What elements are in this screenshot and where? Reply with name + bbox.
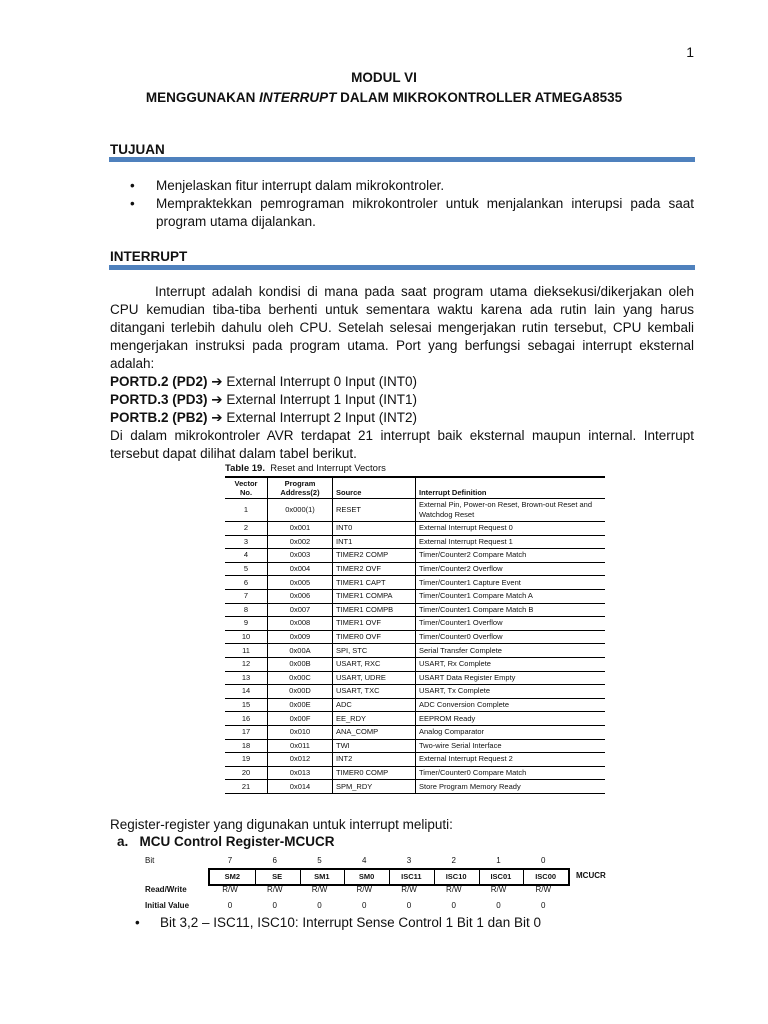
bit-name: SE [255, 870, 301, 884]
bit-rw: R/W [356, 885, 373, 894]
cell-definition: Timer/Counter1 Compare Match B [416, 603, 606, 617]
cell-source: TIMER0 OVF [333, 630, 416, 644]
list-item [110, 195, 694, 231]
cell-vector: 12 [225, 657, 268, 671]
list-item-text: Menjelaskan fitur interrupt dalam mikrokontroler. [156, 178, 445, 193]
table-row [225, 671, 605, 685]
bit-rw: R/W [311, 885, 328, 894]
bit-name: ISC01 [479, 870, 525, 884]
table-body [225, 499, 605, 794]
cell-vector: 14 [225, 685, 268, 699]
port-name: PORTD.2 (PD2) [110, 374, 208, 389]
cell-vector: 7 [225, 589, 268, 603]
cell-source: INT0 [333, 522, 416, 536]
cell-address: 0x009 [268, 630, 333, 644]
module-title: MODUL VI [351, 70, 417, 85]
subtitle-post: DALAM MIKROKONTROLLER ATMEGA8535 [336, 90, 623, 105]
cell-source: USART, UDRE [333, 671, 416, 685]
arrow-icon: ➔ [211, 410, 223, 425]
port-desc: External Interrupt 0 Input (INT0) [226, 374, 417, 389]
col-header-source: Source [333, 477, 416, 499]
bit-rw: R/W [535, 885, 552, 894]
cell-definition: External Interrupt Request 1 [416, 535, 606, 549]
table-header-row [225, 477, 605, 499]
table-row [225, 522, 605, 536]
bullet-icon: • [130, 178, 135, 193]
bit-number: 0 [541, 856, 546, 865]
bit-init: 0 [272, 901, 277, 910]
cell-source: TIMER2 OVF [333, 562, 416, 576]
bit-rw: R/W [222, 885, 238, 894]
port-name: PORTD.3 (PD3) [110, 392, 208, 407]
cell-vector: 8 [225, 603, 268, 617]
table-row [225, 780, 605, 794]
bullet-icon: • [135, 915, 140, 930]
arrow-icon: ➔ [211, 392, 223, 407]
table-row [225, 617, 605, 631]
cell-definition: External Interrupt Request 2 [416, 753, 606, 767]
cell-definition: Timer/Counter1 Overflow [416, 617, 606, 631]
table-caption [225, 463, 386, 474]
subtitle-pre: MENGGUNAKAN [145, 90, 260, 105]
list-item [110, 177, 694, 195]
init-label: Initial Value [145, 901, 190, 910]
cell-source: INT1 [333, 535, 416, 549]
cell-source: SPI, STC [333, 644, 416, 658]
table-caption-text: Reset and Interrupt Vectors [270, 463, 386, 474]
bit-name: SM1 [300, 870, 346, 884]
table-row [225, 589, 605, 603]
cell-address: 0x007 [268, 603, 333, 617]
cell-source: EE_RDY [333, 712, 416, 726]
register-init-row [145, 901, 625, 913]
list-item-text: Mempraktekkan pemrograman mikrokontroler untuk menjalankan interupsi pada saat program utama dijalankan. [156, 196, 694, 229]
cell-vector: 9 [225, 617, 268, 631]
col-header-address: Program Address(2) [268, 477, 333, 499]
bit-init: 0 [362, 901, 367, 910]
table-row [225, 725, 605, 739]
bit-number: 1 [496, 856, 501, 865]
interrupt-vector-table [225, 476, 605, 794]
register-heading-letter: a. [117, 834, 129, 849]
cell-vector: 20 [225, 766, 268, 780]
cell-address: 0x000(1) [268, 499, 333, 522]
cell-source: INT2 [333, 753, 416, 767]
cell-source: SPM_RDY [333, 780, 416, 794]
cell-address: 0x006 [268, 589, 333, 603]
interrupt-count-paragraph: Di dalam mikrokontroler AVR terdapat 21 interrupt baik eksternal maupun internal. Interrupt tersebut dapat dilihat dalam tabel berikut. [110, 428, 694, 461]
bit-rw: R/W [445, 885, 462, 894]
bullet-icon: • [130, 196, 135, 211]
cell-source: TIMER1 COMPA [333, 589, 416, 603]
cell-address: 0x013 [268, 766, 333, 780]
cell-address: 0x00B [268, 657, 333, 671]
cell-vector: 3 [225, 535, 268, 549]
bit-init: 0 [406, 901, 412, 910]
page-number: 1 [686, 44, 694, 60]
cell-address: 0x00D [268, 685, 333, 699]
cell-address: 0x012 [268, 753, 333, 767]
cell-vector: 6 [225, 576, 268, 590]
cell-definition: Timer/Counter2 Compare Match [416, 549, 606, 563]
table-row [225, 576, 605, 590]
cell-definition: EEPROM Ready [416, 712, 606, 726]
arrow-icon: ➔ [211, 374, 223, 389]
bit-init: 0 [451, 901, 456, 910]
cell-source: TIMER0 COMP [333, 766, 416, 780]
col-header-vector: Vector No. [225, 477, 268, 499]
cell-address: 0x00F [268, 712, 333, 726]
cell-vector: 10 [225, 630, 268, 644]
cell-definition: Analog Comparator [416, 725, 606, 739]
cell-source: ANA_COMP [333, 725, 416, 739]
cell-address: 0x00E [268, 698, 333, 712]
cell-address: 0x008 [268, 617, 333, 631]
subtitle-italic: INTERRUPT [259, 90, 337, 105]
cell-source: USART, RXC [333, 657, 416, 671]
cell-address: 0x014 [268, 780, 333, 794]
interrupt-paragraph: Interrupt adalah kondisi di mana pada saat program utama dieksekusi/dikerjakan oleh CPU kemudian tiba-tiba berhenti untuk sementara waktu karena ada rutin lain yang harus ditangani terlebih dahulu oleh CPU. Setelah selesai mengerjakan rutin tersebut, CPU kembali mengerjakan instruksi pada program utama. Port yang berfungsi sebagai interrupt eksternal adalah: [110, 284, 694, 371]
cell-source: TIMER2 COMP [333, 549, 416, 563]
port-desc: External Interrupt 1 Input (INT1) [226, 392, 417, 407]
table-row [225, 499, 605, 522]
table-row [225, 603, 605, 617]
cell-definition: ADC Conversion Complete [416, 698, 606, 712]
cell-vector: 21 [225, 780, 268, 794]
cell-definition: External Pin, Power-on Reset, Brown-out Reset and Watchdog Reset [416, 499, 606, 522]
table-row [225, 766, 605, 780]
bit-init: 0 [227, 901, 233, 910]
bit-name: ISC11 [389, 870, 435, 884]
table-row [225, 535, 605, 549]
cell-source: ADC [333, 698, 416, 712]
cell-definition: External Interrupt Request 0 [416, 522, 606, 536]
cell-vector: 13 [225, 671, 268, 685]
cell-definition: Serial Transfer Complete [416, 644, 606, 658]
cell-definition: USART Data Register Empty [416, 671, 606, 685]
bit-name: SM2 [210, 870, 256, 884]
cell-definition: USART, Tx Complete [416, 685, 606, 699]
cell-definition: Two-wire Serial Interface [416, 739, 606, 753]
list-item-text: Bit 3,2 – ISC11, ISC10: Interrupt Sense Control 1 Bit 1 dan Bit 0 [160, 915, 541, 930]
bit-rw: R/W [266, 885, 283, 894]
cell-vector: 2 [225, 522, 268, 536]
table-row [225, 630, 605, 644]
port-name: PORTB.2 (PB2) [110, 410, 208, 425]
cell-definition: Timer/Counter2 Overflow [416, 562, 606, 576]
cell-address: 0x001 [268, 522, 333, 536]
bit-label: Bit [145, 856, 155, 865]
cell-vector: 1 [225, 499, 268, 522]
section-rule-interrupt [109, 265, 695, 270]
bit-number: 6 [272, 856, 277, 865]
cell-address: 0x003 [268, 549, 333, 563]
table-row [225, 549, 605, 563]
cell-address: 0x00C [268, 671, 333, 685]
cell-source: RESET [333, 499, 416, 522]
cell-address: 0x010 [268, 725, 333, 739]
bit-rw: R/W [490, 885, 507, 894]
table-row [225, 698, 605, 712]
bit-init: 0 [496, 901, 501, 910]
bit-name: SM0 [344, 870, 390, 884]
table-row [225, 753, 605, 767]
port-line [110, 373, 417, 391]
cell-definition: USART, Rx Complete [416, 657, 606, 671]
section-rule-tujuan [109, 157, 695, 162]
cell-source: USART, TXC [333, 685, 416, 699]
cell-vector: 17 [225, 725, 268, 739]
cell-vector: 5 [225, 562, 268, 576]
table-caption-number: Table 19. [225, 463, 265, 474]
bit-init: 0 [317, 901, 322, 910]
bit-name: ISC10 [434, 870, 480, 884]
cell-definition: Timer/Counter0 Overflow [416, 630, 606, 644]
cell-address: 0x00A [268, 644, 333, 658]
cell-source: TIMER1 COMPB [333, 603, 416, 617]
bit-number: 5 [317, 856, 322, 865]
cell-address: 0x005 [268, 576, 333, 590]
port-line [110, 409, 417, 427]
register-name: MCUCR [576, 871, 606, 880]
cell-vector: 15 [225, 698, 268, 712]
table-row [225, 739, 605, 753]
cell-vector: 16 [225, 712, 268, 726]
tujuan-list [110, 177, 694, 231]
cell-address: 0x011 [268, 739, 333, 753]
table-row [225, 712, 605, 726]
cell-definition: Store Program Memory Ready [416, 780, 606, 794]
rw-label: Read/Write [145, 885, 187, 894]
bit-name: ISC00 [535, 872, 557, 881]
port-line [110, 391, 417, 409]
cell-vector: 19 [225, 753, 268, 767]
port-desc: External Interrupt 2 Input (INT2) [226, 410, 417, 425]
col-header-definition: Interrupt Definition [416, 477, 606, 499]
cell-vector: 11 [225, 644, 268, 658]
bit-number: 7 [227, 856, 233, 865]
cell-source: TIMER1 CAPT [333, 576, 416, 590]
bit-rw: R/W [401, 885, 417, 894]
cell-address: 0x002 [268, 535, 333, 549]
register-heading [117, 834, 335, 849]
table-row [225, 657, 605, 671]
table-row [225, 685, 605, 699]
bit-number: 3 [406, 856, 412, 865]
module-subtitle [0, 90, 768, 105]
cell-definition: Timer/Counter1 Compare Match A [416, 589, 606, 603]
cell-definition: Timer/Counter1 Capture Event [416, 576, 606, 590]
register-bit-names [208, 868, 570, 886]
cell-vector: 18 [225, 739, 268, 753]
cell-address: 0x004 [268, 562, 333, 576]
bit-number: 2 [451, 856, 456, 865]
register-intro: Register-register yang digunakan untuk interrupt meliputi: [110, 817, 453, 832]
table-row [225, 644, 605, 658]
bit-init: 0 [541, 901, 546, 910]
section-title-tujuan: TUJUAN [110, 142, 165, 157]
register-rw-row [145, 885, 625, 897]
cell-source: TIMER1 OVF [333, 617, 416, 631]
cell-source: TWI [333, 739, 416, 753]
bit-number: 4 [362, 856, 367, 865]
cell-definition: Timer/Counter0 Compare Match [416, 766, 606, 780]
section-title-interrupt: INTERRUPT [110, 249, 188, 264]
cell-vector: 4 [225, 549, 268, 563]
register-bit-number-row [145, 856, 625, 868]
table-row [225, 562, 605, 576]
register-heading-name: MCU Control Register-MCUCR [139, 834, 335, 849]
